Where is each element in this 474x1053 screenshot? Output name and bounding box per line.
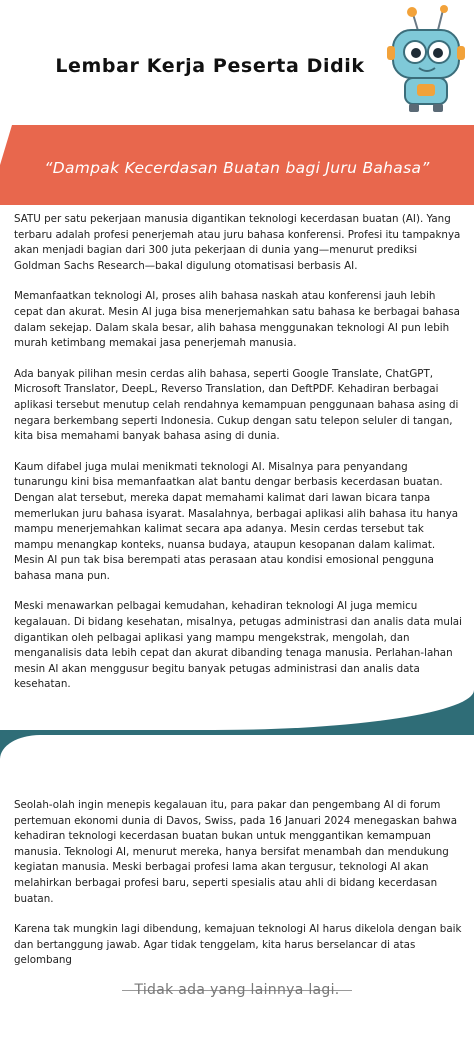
robot-mascot-icon — [383, 4, 469, 114]
article-paragraph: Seolah-olah ingin menepis kegalauan itu, para pakar dan pengembang AI di forum pertemuan ekonomi dunia di Davos, Swiss, pada 16 Januari 2024 menegaskan bahwa kehadiran teknologi kecerdasan buatan bukan untuk menggantikan kemampuan manusia. Teknologi AI, menurut mereka, hanya bersifat menambah dan mendukung kegiatan manusia. Meski berbagai profesi lama akan tergusur, teknologi AI akan melahirkan berbagai profesi baru, seperti spesialis atau ahli di bidang kecerdasan buatan. — [14, 799, 458, 905]
topic-banner — [0, 125, 474, 205]
article-paragraph: Meski menawarkan pelbagai kemudahan, kehadiran teknologi AI juga memicu kegalauan. Di bidang kesehatan, misalnya, petugas administrasi dan analis data mulai digantikan oleh pelbagai aplikasi yang mampu mengekstrak, mengolah, dan menganalisis data lebih cepat dan akurat dibanding tenaga manusia. Perlahan-lahan mesin AI akan menggusur begitu banyak petugas administrasi dan analis data kesehatan. — [14, 600, 462, 691]
end-of-content-message: Tidak ada yang lainnya lagi. — [134, 982, 340, 998]
article-section-2 — [14, 798, 464, 967]
article-paragraph: Karena tak mungkin lagi dibendung, kemajuan teknologi AI harus dikelola dengan baik dan bertanggung jawab. Agar tidak tenggelam, kita harus berselancar di atas gelombang — [14, 923, 462, 967]
article-paragraph: Kaum difabel juga mulai menikmati teknologi AI. Misalnya para penyandang tunarungu kini bisa memanfaatkan alat bantu dengar berbasis kecerdasan buatan. Dengan alat tersebut, mereka dapat memahami kalimat dari lawan bicara tanpa memerlukan juru bahasa isyarat. Masalahnya, berbagai aplikasi alih bahasa itu hanya mampu menerjemahkan kalimat secara apa adanya. Mesin cerdas tersebut tak mampu menangkap konteks, nuansa budaya, ataupun kesopanan dalam kalimat. Mesin AI pun tak bisa berempati atas perasaan atau kondisi emosional pengguna bahasa mana pun. — [14, 460, 459, 582]
divider-curve-bottom — [0, 735, 474, 805]
article-section-1 — [14, 212, 464, 708]
worksheet-title: Lembar Kerja Peserta Didik — [55, 55, 365, 77]
page-header — [0, 0, 474, 125]
topic-title: “Dampak Kecerdasan Buatan bagi Juru Bahasa” — [44, 159, 430, 177]
article-paragraph: Ada banyak pilihan mesin cerdas alih bahasa, seperti Google Translate, ChatGPT, Microsoft Translator, DeepL, Reverso Translation, dan DeftPDF. Kehadiran berbagai aplikasi tersebut menutup celah rendahnya kemampuan penggunaan bahasa asing di negara berkembang seperti Indonesia. Cukup dengan satu telepon seluler di tangan, kita bisa memahami banyak bahasa asing di dunia. — [14, 367, 459, 443]
article-paragraph: SATU per satu pekerjaan manusia digantikan teknologi kecerdasan buatan (AI). Yang terbaru adalah profesi penerjemah atau juru bahasa konferensi. Profesi itu tampaknya akan menjadi bagian dari 300 juta pekerjaan di dunia yang—menurut prediksi Goldman Sachs Research—bakal digulung otomatisasi berbasis AI. — [14, 213, 461, 272]
banner-notch — [0, 125, 12, 165]
article-paragraph: Memanfaatkan teknologi AI, proses alih bahasa naskah atau konferensi jauh lebih cepat dan akurat. Mesin AI juga bisa menerjemahkan satu bahasa ke berbagai bahasa dalam sekejap. Dalam skala besar, alih bahasa menggunakan teknologi AI pun lebih murah ketimbang memakai jasa penerjemah manusia. — [14, 290, 460, 350]
